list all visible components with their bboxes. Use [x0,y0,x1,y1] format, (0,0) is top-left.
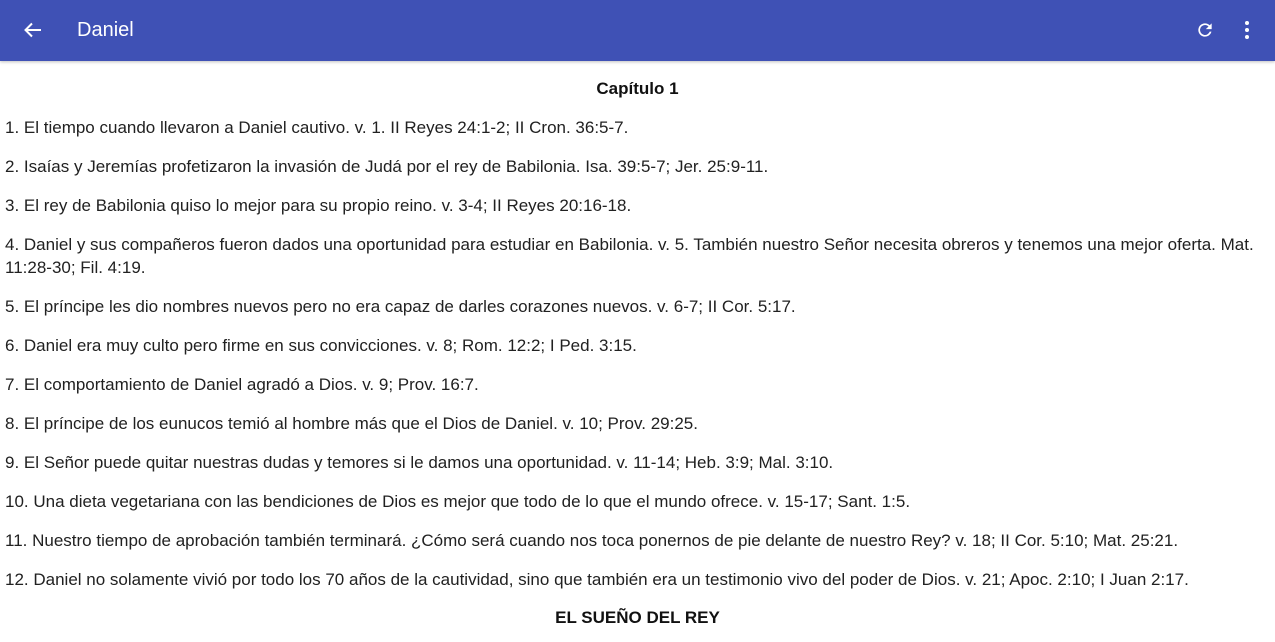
outline-item-10: 10. Una dieta vegetariana con las bendiciones de Dios es mejor que todo de lo que el mundo ofrece. v. 15-17; Sant. 1:5. [5,492,911,511]
outline-item-1: 1. El tiempo cuando llevaron a Daniel cautivo. v. 1. II Reyes 24:1-2; II Cron. 36:5-7. [5,118,629,137]
more-options-button[interactable] [1227,10,1267,50]
outline-item-7: 7. El comportamiento de Daniel agradó a Dios. v. 9; Prov. 16:7. [5,375,479,394]
arrow-back-icon [24,22,42,38]
section-heading: EL SUEÑO DEL REY [555,608,720,627]
more-vert-icon [1244,20,1250,40]
back-button[interactable] [13,10,53,50]
chapter-heading: Capítulo 1 [596,79,679,98]
app-bar [0,0,1275,61]
outline-item-11: 11. Nuestro tiempo de aprobación también terminará. ¿Cómo será cuando nos toca ponernos de pie delante de nuestro Rey? v. 18; II Cor. 5:10; Mat. 25:21. [5,531,1179,550]
app-bar-title: Daniel [77,19,134,41]
chapter-content[interactable] [0,61,1275,642]
outline-item-4: 4. Daniel y sus compañeros fueron dados una oportunidad para estudiar en Babilonia. v. 5. También nuestro Señor necesita obreros y tenemos una mejor oferta. Mat. 11:28-30; Fil. 4:19. [5,235,1254,277]
outline-item-6: 6. Daniel era muy culto pero firme en sus convicciones. v. 8; Rom. 12:2; I Ped. 3:15. [5,336,637,355]
refresh-button[interactable] [1185,10,1225,50]
outline-item-12: 12. Daniel no solamente vivió por todo los 70 años de la cautividad, sino que también era un testimonio vivo del poder de Dios. v. 21; Apoc. 2:10; I Juan 2:17. [5,570,1189,589]
outline-item-3: 3. El rey de Babilonia quiso lo mejor para su propio reino. v. 3-4; II Reyes 20:16-18. [5,196,632,215]
outline-item-5: 5. El príncipe les dio nombres nuevos pero no era capaz de darles corazones nuevos. v. 6-7; II Cor. 5:17. [5,297,796,316]
outline-item-9: 9. El Señor puede quitar nuestras dudas y temores si le damos una oportunidad. v. 11-14; Heb. 3:9; Mal. 3:10. [5,453,834,472]
outline-item-2: 2. Isaías y Jeremías profetizaron la invasión de Judá por el rey de Babilonia. Isa. 39:5-7; Jer. 25:9-11. [5,157,769,176]
refresh-icon [1195,20,1215,40]
outline-item-8: 8. El príncipe de los eunucos temió al hombre más que el Dios de Daniel. v. 10; Prov. 29:25. [5,414,698,433]
